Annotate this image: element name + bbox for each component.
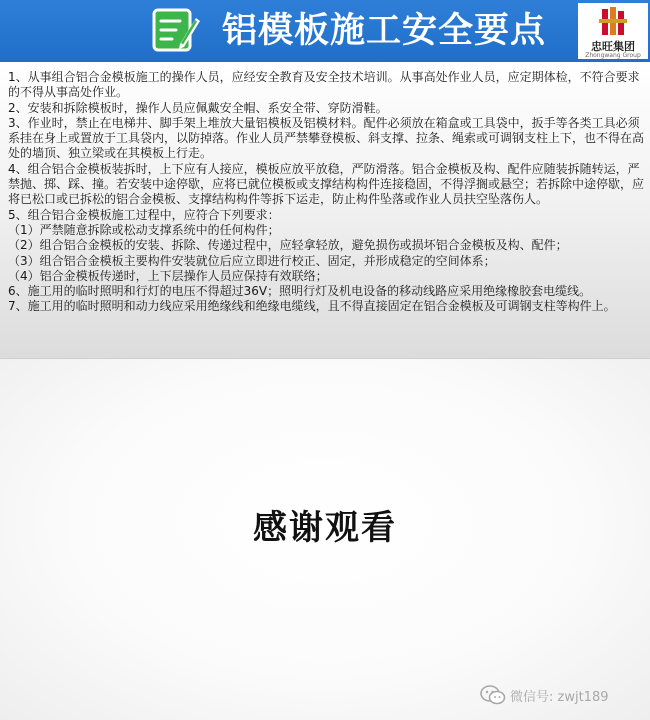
- safety-points-list: [8, 70, 644, 315]
- company-logo: [578, 3, 648, 59]
- zhongwang-logo-icon: [596, 5, 630, 39]
- safety-point: 7、施工用的临时照明和动力线应采用绝缘线和绝缘电缆线，且不得直接固定在铝合金模板及可调钢支柱等构件上。: [8, 299, 616, 314]
- safety-subpoint: （1）严禁随意拆除或松动支撑系统中的任何构件；: [8, 222, 280, 237]
- safety-subpoint: （4）铝合金模板传递时，上下层操作人员应保持有效联络；: [8, 268, 328, 283]
- safety-point: 3、作业时，禁止在电梯井、脚手架上堆放大量铝模板及铝模材料。配件必须放在箱盒或工具袋中，扳手等各类工具必须系挂在身上或置放于工具袋内，以防掉落。作业人员严禁攀登模板、斜支撑、拉条、绳索或可调钢支柱上下，也不得在高处的墙顶、独立梁或在其模板上行走。: [8, 115, 645, 161]
- thanks-text: 感谢观看: [253, 508, 397, 548]
- safety-point: 2、安装和拆除模板时，操作人员应佩戴安全帽、系安全带、穿防滑鞋。: [8, 100, 388, 115]
- logo-subtitle: Zhongwang Group: [585, 52, 641, 59]
- page-title: 铝模板施工安全要点: [222, 11, 547, 51]
- logo-name: 忠旺集团: [591, 40, 635, 53]
- note-edit-icon: [150, 6, 202, 54]
- safety-subpoint: （2）组合铝合金模板的安装、拆除、传递过程中，应轻拿轻放，避免损伤或损坏铝合金模板及构、配件；: [8, 238, 568, 253]
- header-banner: [0, 0, 650, 62]
- safety-point: 6、施工用的临时照明和行灯的电压不得超过36V；照明行灯及机电设备的移动线路应采用绝缘橡胶套电缆线。: [8, 284, 592, 299]
- wechat-watermark: [480, 685, 609, 705]
- wechat-icon: [480, 685, 506, 705]
- safety-point: 1、从事组合铝合金模板施工的操作人员，应经安全教育及安全技术培训。从事高处作业人员，应定期体检，不符合要求的不得从事高处作业。: [8, 70, 640, 100]
- safety-point: 4、组合铝合金模板装拆时，上下应有人接应，模板应放平放稳，严防滑落。铝合金模板及构、配件应随装拆随转运，严禁抛、掷、踩、撞。若安装中途停歇，应将已就位模板或支撑结构构件连接稳固，不得浮搁或悬空；若拆除中途停歇，应将已松口或已拆松的铝合金模板、支撑结构构件等拆下运走，防止构件坠落或作业人员扶空坠落伤人。: [8, 161, 645, 207]
- wechat-id-text: 微信号: zwjt189: [510, 689, 609, 705]
- safety-content: [0, 62, 650, 358]
- safety-point: 5、组合铝合金模板施工过程中，应符合下列要求：: [8, 207, 280, 222]
- safety-subpoint: （3）组合铝合金模板主要构件安装就位后应立即进行校正、固定，并形成稳定的空间体系；: [8, 253, 496, 268]
